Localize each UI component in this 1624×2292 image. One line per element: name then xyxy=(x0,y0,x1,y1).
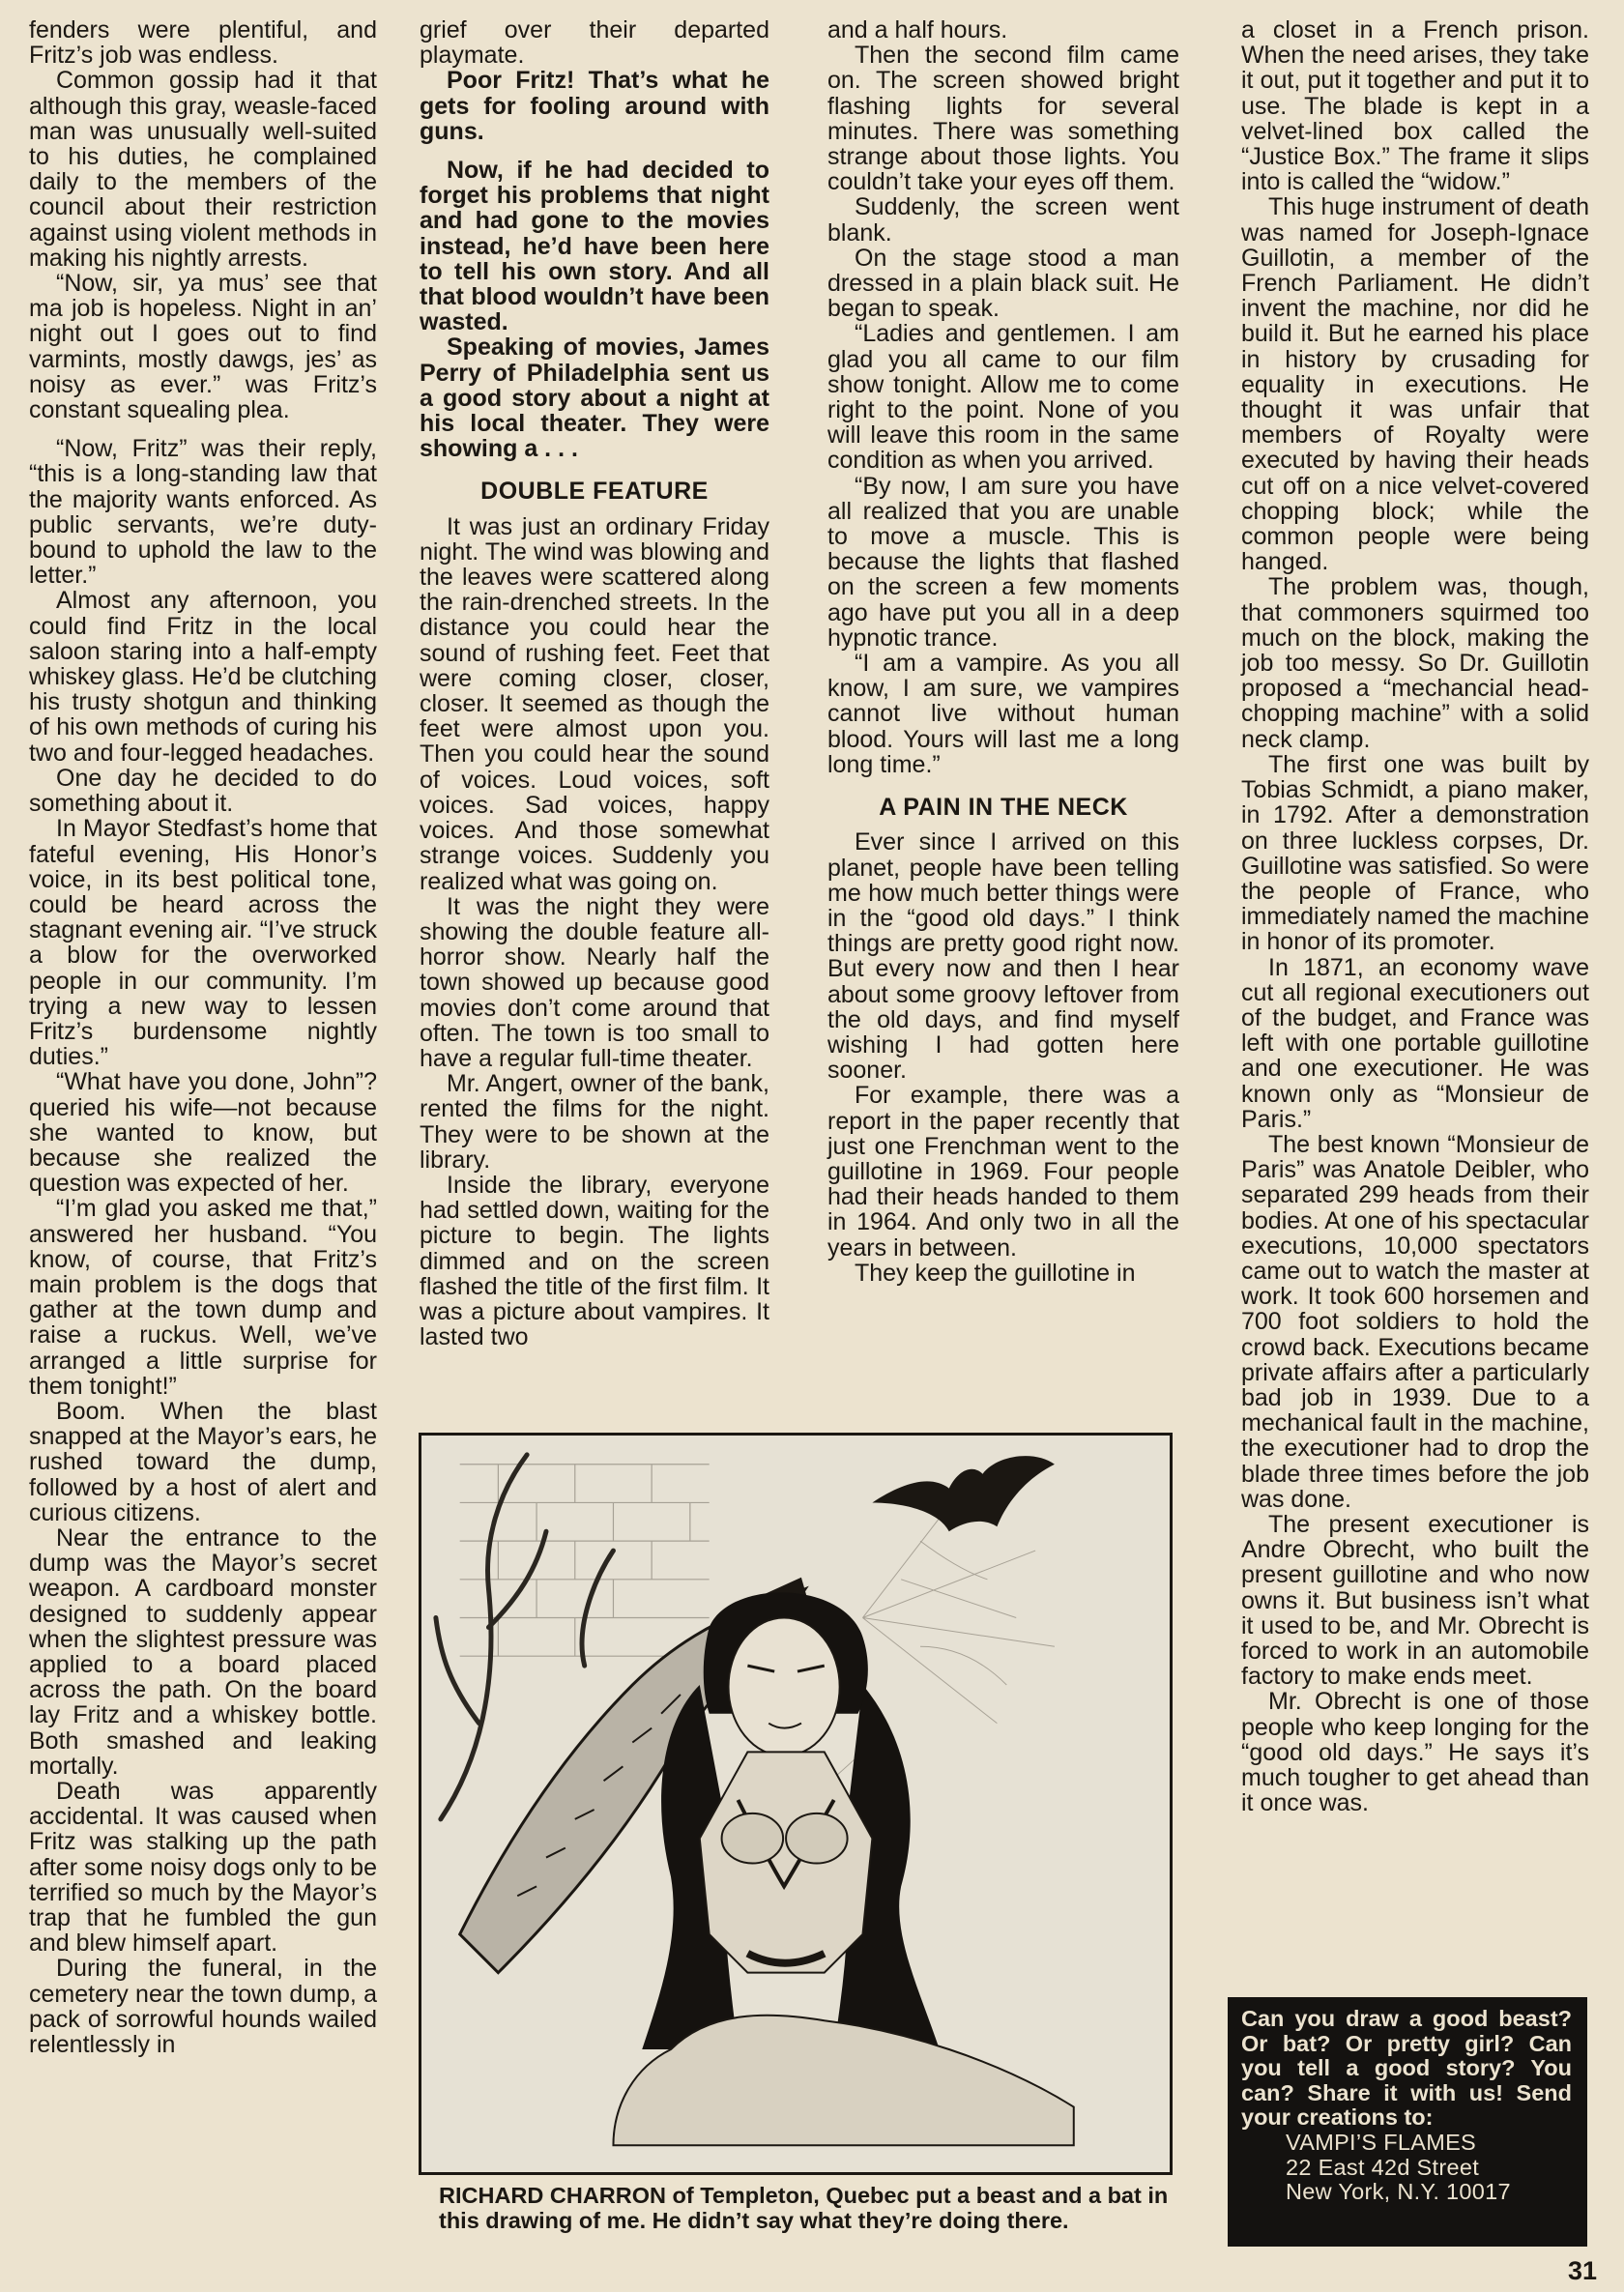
paragraph: Near the entrance to the dump was the Mayor’s secret weapon. A cardboard monster designed to suddenly appear when the slightest pressure was applied to a board placed across the path. On the board lay Fritz and a whiskey bottle. Both smashed and leaking mortally. xyxy=(29,1523,377,1780)
paragraph: This huge instrument of death was named for Joseph-Ignace Guillotin, a member of the French Parliament. He didn’t invent the machine, nor did he build it. But he earned his place in history by crusading for equality in executions. He thought it was unfair that members of Royalty were executed by having their heads cut off on a nice velvet-covered chopping block; while the common people were being hanged. xyxy=(1241,193,1589,576)
reader-drawing-illustration xyxy=(419,1433,1173,2175)
paragraph: “What have you done, John”? queried his wife—not because she wanted to know, but because she realized the question was expected of her. xyxy=(29,1068,377,1198)
section-heading-double-feature: DOUBLE FEATURE xyxy=(480,478,709,506)
paragraph: They keep the guillotine in xyxy=(855,1259,1136,1287)
paragraph: fenders were plentiful, and Fritz’s job was endless. xyxy=(29,16,377,70)
paragraph: “I am a vampire. As you all know, I am sure, we vampires cannot live without human blood. Yours will last me a long long time.” xyxy=(827,650,1179,778)
address-line: New York, N.Y. 10017 xyxy=(1286,2179,1511,2205)
paragraph: Then the second film came on. The screen showed bright flashing lights for several minutes. There was something strange about those lights. You couldn’t take your eyes off them. xyxy=(827,42,1179,196)
page-number: 31 xyxy=(1567,2256,1597,2285)
paragraph: grief over their departed playmate. xyxy=(420,16,769,70)
column-3 xyxy=(827,17,1179,1286)
paragraph: Speaking of movies, James Perry of Philadelphia sent us a good story about a night at his local theater. They were showing a . . . xyxy=(420,334,769,463)
paragraph: Inside the library, everyone had settled down, waiting for the picture to begin. The lights dimmed and on the screen flashed the title of the first film. It was a picture about vampires. It lasted two xyxy=(420,1171,769,1351)
address-line: VAMPI’S FLAMES xyxy=(1286,2129,1477,2155)
paragraph: It was the night they were showing the double feature all-horror show. Nearly half the town showed up because good movies don’t come around that often. The town is too small to have a regular full-time theater. xyxy=(420,892,769,1072)
paragraph: During the funeral, in the cemetery near the town dump, a pack of sorrowful hounds wailed relentlessly in xyxy=(29,1955,377,2059)
paragraph: “Now, sir, ya mus’ see that ma job is hopeless. Night in an’ night out I goes out to find varmints, mostly dawgs, jes’ as noisy as ever.” was Fritz’s constant squealing plea. xyxy=(29,270,377,424)
paragraph: Almost any afternoon, you could find Fritz in the local saloon staring into a half-empty whiskey glass. He’d be clutching his trusty shotgun and thinking of his own methods of curing his two and four-legged headaches. xyxy=(29,587,377,767)
paragraph: The present executioner is Andre Obrecht, who built the present guillotine and who now owns it. But business isn’t what it used to be, and Mr. Obrecht is forced to work in an automobile factory to make ends meet. xyxy=(1241,1510,1589,1691)
drawing-sketch xyxy=(421,1436,1170,2172)
paragraph: It was just an ordinary Friday night. The wind was blowing and the leaves were scattered along the rain-drenched streets. In the distance you could hear the sound of rushing feet. Feet that were coming closer, closer, closer. It seemed as though the feet were almost upon you. Then you could hear the sound of voices. Loud voices, soft voices. Sad voices, happy voices. And those somewhat strange voices. Suddenly you realized what was going on. xyxy=(420,512,769,895)
paragraph: In Mayor Stedfast’s home that fateful evening, His Honor’s voice, in its best political tone, could be heard across the stagnant evening air. “I’ve struck a blow for the overworked people in our community. I’m trying a new way to lessen Fritz’s burdensome nightly duties.” xyxy=(29,815,377,1071)
submission-box xyxy=(1228,1997,1587,2247)
paragraph: Now, if he had decided to forget his problems that night and had gone to the movies instead, he’d have been here to tell his own story. And all that blood wouldn’t have been wasted. xyxy=(420,157,769,336)
paragraph: “By now, I am sure you have all realized that you are unable to move a muscle. This is because the lights that flashed on the screen a few moments ago have put you all in a deep hypnotic trance. xyxy=(827,472,1179,652)
paragraph: Poor Fritz! That’s what he gets for fooling around with guns. xyxy=(420,67,769,145)
paragraph: Mr. Obrecht is one of those people who keep longing for the “good old days.” He says it’s much tougher to get ahead than it once was. xyxy=(1241,1688,1589,1817)
section-heading-pain-in-the-neck: A PAIN IN THE NECK xyxy=(879,794,1128,822)
paragraph: The problem was, though, that commoners squirmed too much on the block, making the job too messy. So Dr. Guillotin proposed a “mechancial head-chopping machine” with a solid neck clamp. xyxy=(1241,573,1589,753)
paragraph: “Now, Fritz” was their reply, “this is a long-standing law that the majority wants enforced. As public servants, we’re duty-bound to uphold the law to the letter.” xyxy=(29,435,377,590)
paragraph: For example, there was a report in the paper recently that just one Frenchman went to the guillotine in 1969. Four people had their heads handed to them in 1964. And only two in all the years in between. xyxy=(827,1082,1179,1262)
paragraph: Boom. When the blast snapped at the Mayor’s ears, he rushed toward the dump, followed by a host of alert and curious citizens. xyxy=(29,1397,377,1526)
paragraph: Mr. Angert, owner of the bank, rented the films for the night. They were to be shown at the library. xyxy=(420,1070,769,1174)
column-1 xyxy=(29,17,377,2057)
paragraph: Ever since I arrived on this planet, people have been telling me how much better things were in the “good old days.” I think things are pretty good right now. But every now and then I hear about some groovy leftover from the old days, and find myself wishing I had gotten here sooner. xyxy=(827,828,1179,1085)
paragraph: The first one was built by Tobias Schmidt, a piano maker, in 1792. After a demonstration on three luckless corpses, Dr. Guillotine was satisfied. So were the people of France, who immediately named the machine in honor of its promoter. xyxy=(1241,750,1589,956)
paragraph: Death was apparently accidental. It was caused when Fritz was stalking up the path after some noisy dogs only to be terrified so much by the Mayor’s trap that he fumbled the gun and blew himself apart. xyxy=(29,1778,377,1958)
paragraph: On the stage stood a man dressed in a plain black suit. He began to speak. xyxy=(827,244,1179,323)
paragraph: Suddenly, the screen went blank. xyxy=(827,193,1179,247)
paragraph: One day he decided to do something about it. xyxy=(29,764,377,818)
paragraph: The best known “Monsieur de Paris” was Anatole Deibler, who separated 299 heads from their bodies. At one of his spectacular executions, 10,000 spectators came out to watch the master at work. It took 600 horsemen and 700 foot soldiers to hold the crowd back. Executions became private affairs after a particularly bad job in 1939. Due to a mechanical fault in the machine, the executioner had to drop the blade three times before the job was done. xyxy=(1241,1130,1589,1513)
paragraph: a closet in a French prison. When the need arises, they take it out, put it together and put it to use. The blade is kept in a velvet-lined box called the “Justice Box.” The frame it slips into is called the “widow.” xyxy=(1241,16,1589,196)
column-2 xyxy=(420,17,769,1349)
paragraph: In 1871, an economy wave cut all regional executioners out of the budget, and France was left with one portable guillotine and one executioner. He was known only as “Monsieur de Paris.” xyxy=(1241,953,1589,1133)
paragraph: Common gossip had it that although this gray, weasle-faced man was unusually well-suited to his duties, he complained daily to the members of the council about their restriction against using violent methods in making his nightly arrests. xyxy=(29,67,377,272)
column-4 xyxy=(1241,17,1589,1815)
paragraph: “Ladies and gentlemen. I am glad you all came to our film show tonight. Allow me to come right to the point. None of you will leave this room in the same condition as when you arrived. xyxy=(827,320,1179,475)
paragraph: “I’m glad you asked me that,” answered her husband. “You know, of course, that Fritz’s main problem is the dogs that gather at the town dump and raise a ruckus. Well, we’ve arranged a little surprise for them tonight!” xyxy=(29,1195,377,1400)
address-line: 22 East 42d Street xyxy=(1286,2154,1480,2180)
submission-prompt: Can you draw a good beast? Or bat? Or pretty girl? Can you tell a good story? You can? Share it with us! Send your creations to: xyxy=(1241,2006,1572,2131)
illustration-caption: RICHARD CHARRON of Templeton, Quebec put a beast and a bat in this drawing of me. He didn’t say what they’re doing there. xyxy=(439,2183,1169,2233)
paragraph: and a half hours. xyxy=(827,16,1008,44)
